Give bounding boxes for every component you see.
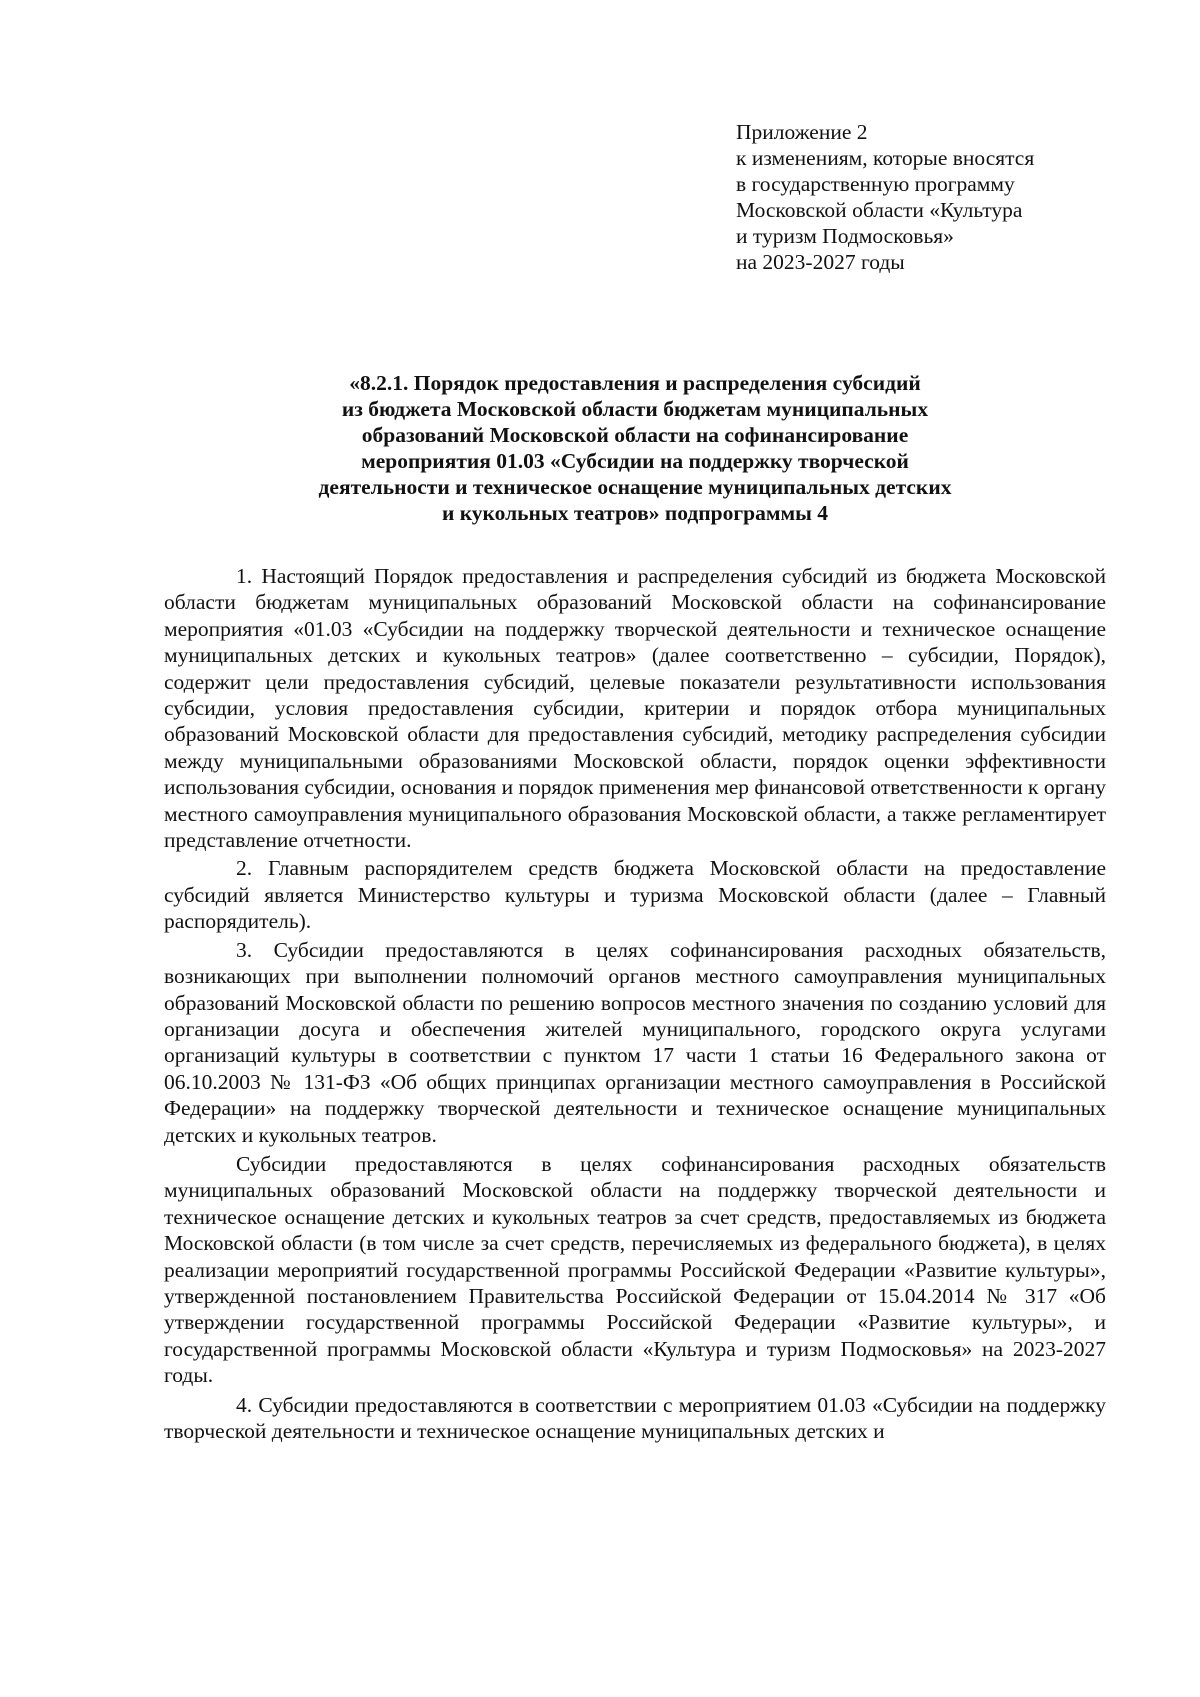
title-line: и кукольных театров» подпрограммы 4 [441,501,829,525]
paragraph-3-continued: Субсидии предоставляются в целях софинансирования расходных обязательств муниципальных образований Московской области на поддержку творческой деятельности и техническое оснащение детских и кукольных театров за счет средств, предоставляемых из бюджета Московской области (в том числе за счет средств, перечисляемых из федерального бюджета), в целях реализации мероприятий государственной программы Российской Федерации «Развитие культуры», утвержденной постановлением Правительства Российской Федерации от 15.04.2014 № 317 «Об утверждении государственной программы Российской Федерации «Развитие культуры», и государственной программы Московской области «Культура и туризм Подмосковья» на 2023-2027 годы. [164,1151,1106,1388]
paragraph-3: 3. Субсидии предоставляются в целях софинансирования расходных обязательств, возникающих при выполнении полномочий органов местного самоуправления муниципальных образований Московской области по решению вопросов местного значения по созданию условий для организации досуга и обеспечения жителей муниципального, городского округа услугами организаций культуры в соответствии с пунктом 17 части 1 статьи 16 Федерального закона от 06.10.2003 № 131-ФЗ «Об общих принципах организации местного самоуправления в Российской Федерации» на поддержку творческой деятельности и техническое оснащение муниципальных детских и кукольных театров. [164,937,1106,1147]
appendix-line: Приложение 2 [736,120,868,144]
paragraph-4: 4. Субсидии предоставляются в соответствии с мероприятием 01.03 «Субсидии на поддержку творческой деятельности и техническое оснащение муниципальных детских и [164,1392,1106,1443]
appendix-line: и туризм Подмосковья» [736,224,954,248]
title-line: деятельности и техническое оснащение муниципальных детских [318,475,952,499]
appendix-line: в государственную программу [736,172,1015,196]
paragraph-1: 1. Настоящий Порядок предоставления и распределения субсидий из бюджета Московской области бюджетам муниципальных образований Московской области на софинансирование мероприятия «01.03 «Субсидии на поддержку творческой деятельности и техническое оснащение муниципальных детских и кукольных театров» (далее соответственно – субсидии, Порядок), содержит цели предоставления субсидий, целевые показатели результативности использования субсидии, условия предоставления субсидии, критерии и порядок отбора муниципальных образований Московской области для предоставления субсидий, методику распределения субсидии между муниципальными образованиями Московской области, порядок оценки эффективности использования субсидии, основания и порядок применения мер финансовой ответственности к органу местного самоуправления муниципального образования Московской области, а также регламентирует представление отчетности. [164,564,1106,853]
appendix-line: на 2023-2027 годы [736,250,905,274]
title-line: «8.2.1. Порядок предоставления и распределения субсидий [349,371,921,395]
appendix-header [736,119,1156,275]
title-line: образований Московской области на софинансирование [361,423,909,447]
paragraph-2: 2. Главным распорядителем средств бюджета Московской области на предоставление субсидий является Министерство культуры и туризма Московской области (далее – Главный распорядитель). [164,856,1106,934]
section-title [160,370,1110,526]
document-body [164,563,1106,1444]
title-line: мероприятия 01.03 «Субсидии на поддержку творческой [361,449,909,473]
appendix-line: к изменениям, которые вносятся [736,146,1035,170]
appendix-line: Московской области «Культура [736,198,1023,222]
title-line: из бюджета Московской области бюджетам муниципальных [341,397,929,421]
